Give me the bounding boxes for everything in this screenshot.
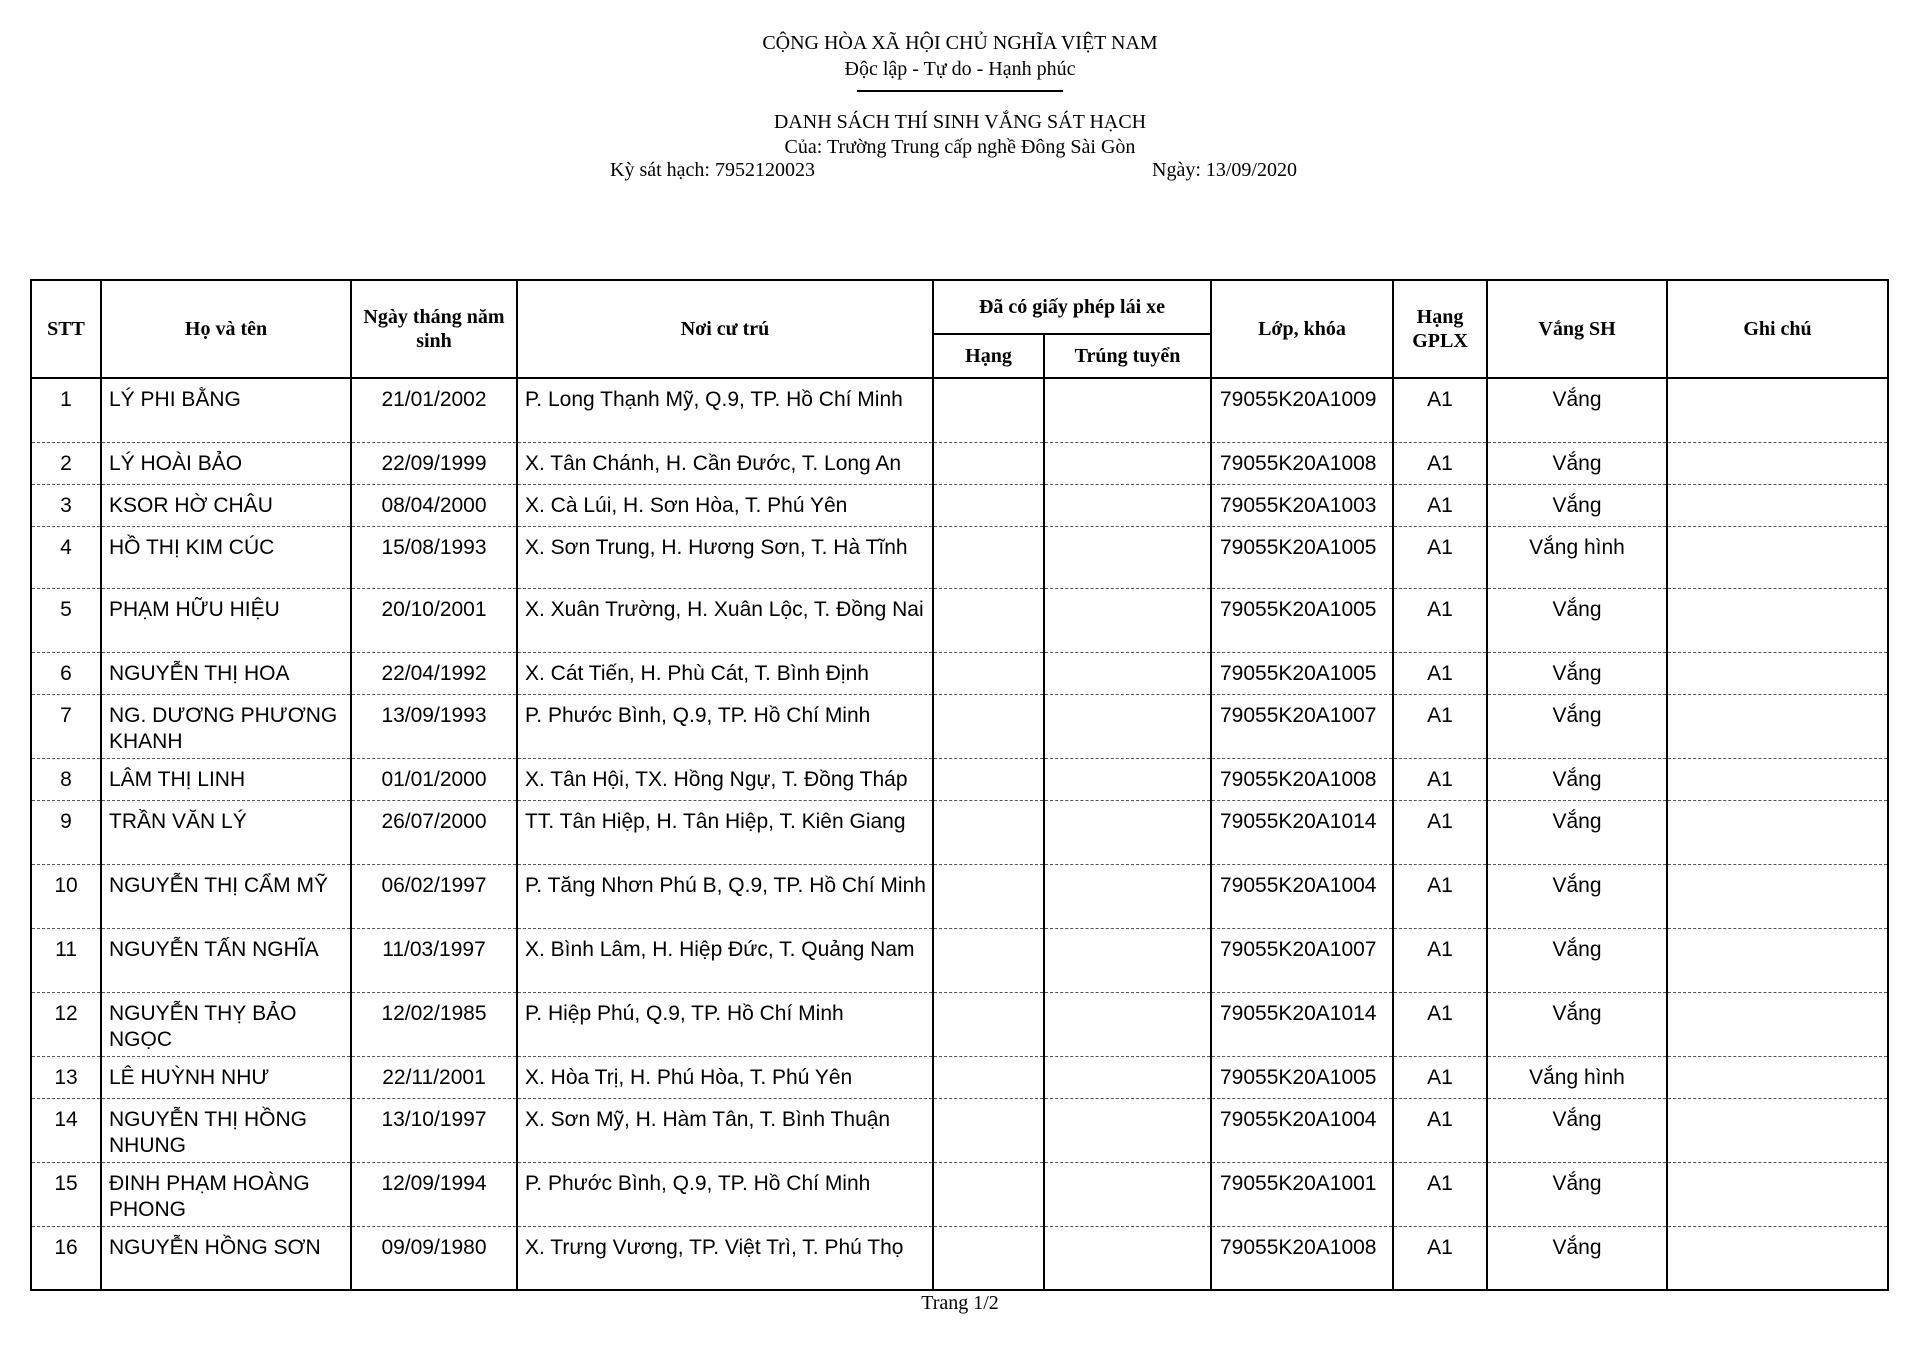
cell-note — [1667, 1226, 1888, 1290]
cell-note — [1667, 588, 1888, 652]
cell-note — [1667, 758, 1888, 800]
table-row — [31, 378, 1888, 442]
cell-dob: 06/02/1997 — [351, 864, 517, 928]
cell-license-class — [933, 1162, 1044, 1226]
cell-license-class — [933, 378, 1044, 442]
table-row — [31, 800, 1888, 864]
cell-gplx: A1 — [1393, 652, 1487, 694]
cell-dob: 22/11/2001 — [351, 1056, 517, 1098]
cell-license-selected — [1044, 694, 1211, 758]
cell-address: P. Long Thạnh Mỹ, Q.9, TP. Hồ Chí Minh — [517, 378, 933, 442]
cell-license-selected — [1044, 652, 1211, 694]
cell-dob: 09/09/1980 — [351, 1226, 517, 1290]
cell-name: NGUYỄN THỊ HOA — [101, 652, 351, 694]
cell-dob: 13/09/1993 — [351, 694, 517, 758]
cell-class-course: 79055K20A1004 — [1211, 864, 1393, 928]
cell-stt: 1 — [31, 378, 101, 442]
cell-license-class — [933, 694, 1044, 758]
cell-class-course: 79055K20A1008 — [1211, 1226, 1393, 1290]
table-row — [31, 992, 1888, 1056]
cell-license-class — [933, 484, 1044, 526]
cell-class-course: 79055K20A1009 — [1211, 378, 1393, 442]
cell-gplx: A1 — [1393, 1098, 1487, 1162]
cell-license-selected — [1044, 1098, 1211, 1162]
cell-license-class — [933, 1098, 1044, 1162]
cell-address: X. Tân Hội, TX. Hồng Ngự, T. Đồng Tháp — [517, 758, 933, 800]
col-header-address: Nơi cư trú — [517, 280, 933, 378]
table-header — [31, 280, 1888, 378]
cell-stt: 14 — [31, 1098, 101, 1162]
cell-dob: 13/10/1997 — [351, 1098, 517, 1162]
exam-code: Kỳ sát hạch: 7952120023 — [610, 159, 815, 181]
cell-stt: 2 — [31, 442, 101, 484]
cell-stt: 7 — [31, 694, 101, 758]
absent-candidates-table — [30, 279, 1887, 1291]
document-header — [0, 30, 1920, 160]
cell-license-class — [933, 800, 1044, 864]
cell-dob: 22/09/1999 — [351, 442, 517, 484]
col-header-name: Họ và tên — [101, 280, 351, 378]
cell-gplx: A1 — [1393, 992, 1487, 1056]
cell-stt: 11 — [31, 928, 101, 992]
cell-absent: Vắng — [1487, 442, 1667, 484]
cell-name: LÝ PHI BẰNG — [101, 378, 351, 442]
col-header-class-course: Lớp, khóa — [1211, 280, 1393, 378]
exam-date: Ngày: 13/09/2020 — [1152, 159, 1297, 181]
cell-gplx: A1 — [1393, 484, 1487, 526]
cell-address: X. Cà Lúi, H. Sơn Hòa, T. Phú Yên — [517, 484, 933, 526]
col-header-absent: Vắng SH — [1487, 280, 1667, 378]
cell-note — [1667, 484, 1888, 526]
header-divider — [857, 90, 1063, 92]
cell-name: TRẦN VĂN LÝ — [101, 800, 351, 864]
cell-license-selected — [1044, 484, 1211, 526]
table-row — [31, 1098, 1888, 1162]
cell-stt: 5 — [31, 588, 101, 652]
cell-class-course: 79055K20A1005 — [1211, 652, 1393, 694]
cell-class-course: 79055K20A1003 — [1211, 484, 1393, 526]
cell-name: NGUYỄN HỒNG SƠN — [101, 1226, 351, 1290]
cell-gplx: A1 — [1393, 1056, 1487, 1098]
cell-dob: 08/04/2000 — [351, 484, 517, 526]
cell-stt: 12 — [31, 992, 101, 1056]
cell-gplx: A1 — [1393, 694, 1487, 758]
cell-stt: 6 — [31, 652, 101, 694]
table-row — [31, 442, 1888, 484]
cell-license-class — [933, 992, 1044, 1056]
cell-absent: Vắng — [1487, 1098, 1667, 1162]
cell-stt: 15 — [31, 1162, 101, 1226]
cell-absent: Vắng — [1487, 800, 1667, 864]
cell-stt: 16 — [31, 1226, 101, 1290]
cell-stt: 9 — [31, 800, 101, 864]
col-header-note: Ghi chú — [1667, 280, 1888, 378]
cell-name: HỒ THỊ KIM CÚC — [101, 526, 351, 588]
cell-gplx: A1 — [1393, 588, 1487, 652]
cell-gplx: A1 — [1393, 442, 1487, 484]
cell-absent: Vắng — [1487, 652, 1667, 694]
cell-absent: Vắng hình — [1487, 526, 1667, 588]
cell-dob: 11/03/1997 — [351, 928, 517, 992]
cell-note — [1667, 928, 1888, 992]
cell-gplx: A1 — [1393, 928, 1487, 992]
cell-stt: 3 — [31, 484, 101, 526]
cell-address: X. Cát Tiến, H. Phù Cát, T. Bình Định — [517, 652, 933, 694]
cell-address: P. Tăng Nhơn Phú B, Q.9, TP. Hồ Chí Minh — [517, 864, 933, 928]
cell-address: X. Tân Chánh, H. Cần Đước, T. Long An — [517, 442, 933, 484]
cell-stt: 8 — [31, 758, 101, 800]
cell-dob: 12/02/1985 — [351, 992, 517, 1056]
cell-license-selected — [1044, 1056, 1211, 1098]
country-heading: CỘNG HÒA XÃ HỘI CHỦ NGHĨA VIỆT NAM — [762, 32, 1158, 54]
col-header-license-group: Đã có giấy phép lái xe — [933, 280, 1211, 334]
cell-stt: 4 — [31, 526, 101, 588]
school-name: Của: Trường Trung cấp nghề Đông Sài Gòn — [784, 136, 1136, 158]
cell-dob: 20/10/2001 — [351, 588, 517, 652]
col-header-license-class: Hạng — [933, 334, 1044, 378]
cell-name: LÂM THỊ LINH — [101, 758, 351, 800]
table-row — [31, 758, 1888, 800]
cell-name: LÊ HUỲNH NHƯ — [101, 1056, 351, 1098]
cell-license-class — [933, 1226, 1044, 1290]
cell-note — [1667, 652, 1888, 694]
cell-license-class — [933, 1056, 1044, 1098]
cell-note — [1667, 694, 1888, 758]
cell-absent: Vắng — [1487, 1226, 1667, 1290]
cell-name: KSOR HỜ CHÂU — [101, 484, 351, 526]
cell-name: NG. DƯƠNG PHƯƠNG KHANH — [101, 694, 351, 758]
cell-name: NGUYỄN TẤN NGHĨA — [101, 928, 351, 992]
table-row — [31, 864, 1888, 928]
cell-license-selected — [1044, 758, 1211, 800]
cell-stt: 10 — [31, 864, 101, 928]
cell-license-selected — [1044, 928, 1211, 992]
cell-absent: Vắng — [1487, 484, 1667, 526]
document-title: DANH SÁCH THÍ SINH VẮNG SÁT HẠCH — [773, 111, 1147, 133]
cell-address: X. Bình Lâm, H. Hiệp Đức, T. Quảng Nam — [517, 928, 933, 992]
cell-class-course: 79055K20A1007 — [1211, 694, 1393, 758]
cell-note — [1667, 378, 1888, 442]
cell-absent: Vắng — [1487, 694, 1667, 758]
table-row — [31, 484, 1888, 526]
table-body — [31, 378, 1888, 1290]
table-row — [31, 928, 1888, 992]
cell-license-selected — [1044, 1162, 1211, 1226]
cell-absent: Vắng — [1487, 1162, 1667, 1226]
cell-license-class — [933, 864, 1044, 928]
cell-address: X. Hòa Trị, H. Phú Hòa, T. Phú Yên — [517, 1056, 933, 1098]
cell-address: P. Phước Bình, Q.9, TP. Hồ Chí Minh — [517, 1162, 933, 1226]
cell-license-selected — [1044, 588, 1211, 652]
cell-license-class — [933, 526, 1044, 588]
cell-address: X. Xuân Trường, H. Xuân Lộc, T. Đồng Nai — [517, 588, 933, 652]
cell-class-course: 79055K20A1008 — [1211, 442, 1393, 484]
cell-absent: Vắng — [1487, 378, 1667, 442]
cell-address: TT. Tân Hiệp, H. Tân Hiệp, T. Kiên Giang — [517, 800, 933, 864]
cell-note — [1667, 1162, 1888, 1226]
page-number: Trang 1/2 — [921, 1292, 999, 1314]
table-row — [31, 588, 1888, 652]
cell-absent: Vắng hình — [1487, 1056, 1667, 1098]
cell-class-course: 79055K20A1005 — [1211, 588, 1393, 652]
cell-absent: Vắng — [1487, 864, 1667, 928]
cell-gplx: A1 — [1393, 1162, 1487, 1226]
cell-license-class — [933, 442, 1044, 484]
cell-license-selected — [1044, 1226, 1211, 1290]
cell-gplx: A1 — [1393, 864, 1487, 928]
cell-gplx: A1 — [1393, 1226, 1487, 1290]
cell-license-class — [933, 758, 1044, 800]
cell-name: NGUYỄN THỴ BẢO NGỌC — [101, 992, 351, 1056]
cell-dob: 15/08/1993 — [351, 526, 517, 588]
cell-absent: Vắng — [1487, 992, 1667, 1056]
cell-license-selected — [1044, 442, 1211, 484]
table-row — [31, 694, 1888, 758]
table-row — [31, 1226, 1888, 1290]
cell-name: ĐINH PHẠM HOÀNG PHONG — [101, 1162, 351, 1226]
col-header-license-selected: Trúng tuyển — [1044, 334, 1211, 378]
cell-name: NGUYỄN THỊ CẨM MỸ — [101, 864, 351, 928]
cell-note — [1667, 800, 1888, 864]
cell-gplx: A1 — [1393, 758, 1487, 800]
cell-gplx: A1 — [1393, 800, 1487, 864]
cell-note — [1667, 526, 1888, 588]
col-header-stt: STT — [31, 280, 101, 378]
cell-name: PHẠM HỮU HIỆU — [101, 588, 351, 652]
cell-address: X. Sơn Trung, H. Hương Sơn, T. Hà Tĩnh — [517, 526, 933, 588]
cell-gplx: A1 — [1393, 526, 1487, 588]
table-row — [31, 526, 1888, 588]
cell-address: X. Trưng Vương, TP. Việt Trì, T. Phú Thọ — [517, 1226, 933, 1290]
cell-dob: 26/07/2000 — [351, 800, 517, 864]
motto: Độc lập - Tự do - Hạnh phúc — [844, 58, 1076, 80]
cell-license-selected — [1044, 800, 1211, 864]
cell-class-course: 79055K20A1014 — [1211, 800, 1393, 864]
cell-address: P. Phước Bình, Q.9, TP. Hồ Chí Minh — [517, 694, 933, 758]
cell-license-class — [933, 652, 1044, 694]
cell-note — [1667, 442, 1888, 484]
cell-dob: 12/09/1994 — [351, 1162, 517, 1226]
cell-class-course: 79055K20A1001 — [1211, 1162, 1393, 1226]
cell-note — [1667, 1056, 1888, 1098]
cell-gplx: A1 — [1393, 378, 1487, 442]
cell-name: LÝ HOÀI BẢO — [101, 442, 351, 484]
cell-absent: Vắng — [1487, 758, 1667, 800]
cell-class-course: 79055K20A1004 — [1211, 1098, 1393, 1162]
cell-note — [1667, 864, 1888, 928]
cell-license-selected — [1044, 992, 1211, 1056]
table-row — [31, 652, 1888, 694]
cell-address: P. Hiệp Phú, Q.9, TP. Hồ Chí Minh — [517, 992, 933, 1056]
cell-license-selected — [1044, 378, 1211, 442]
cell-name: NGUYỄN THỊ HỒNG NHUNG — [101, 1098, 351, 1162]
col-header-gplx: Hạng GPLX — [1393, 280, 1487, 378]
table-row — [31, 1162, 1888, 1226]
cell-license-class — [933, 588, 1044, 652]
cell-license-class — [933, 928, 1044, 992]
cell-absent: Vắng — [1487, 928, 1667, 992]
cell-license-selected — [1044, 526, 1211, 588]
cell-class-course: 79055K20A1008 — [1211, 758, 1393, 800]
cell-absent: Vắng — [1487, 588, 1667, 652]
cell-dob: 21/01/2002 — [351, 378, 517, 442]
cell-class-course: 79055K20A1007 — [1211, 928, 1393, 992]
cell-stt: 13 — [31, 1056, 101, 1098]
cell-address: X. Sơn Mỹ, H. Hàm Tân, T. Bình Thuận — [517, 1098, 933, 1162]
cell-class-course: 79055K20A1005 — [1211, 1056, 1393, 1098]
cell-note — [1667, 1098, 1888, 1162]
candidates-table — [30, 279, 1889, 1291]
cell-class-course: 79055K20A1014 — [1211, 992, 1393, 1056]
cell-note — [1667, 992, 1888, 1056]
cell-dob: 22/04/1992 — [351, 652, 517, 694]
cell-dob: 01/01/2000 — [351, 758, 517, 800]
cell-class-course: 79055K20A1005 — [1211, 526, 1393, 588]
col-header-dob: Ngày tháng năm sinh — [351, 280, 517, 378]
table-row — [31, 1056, 1888, 1098]
cell-license-selected — [1044, 864, 1211, 928]
